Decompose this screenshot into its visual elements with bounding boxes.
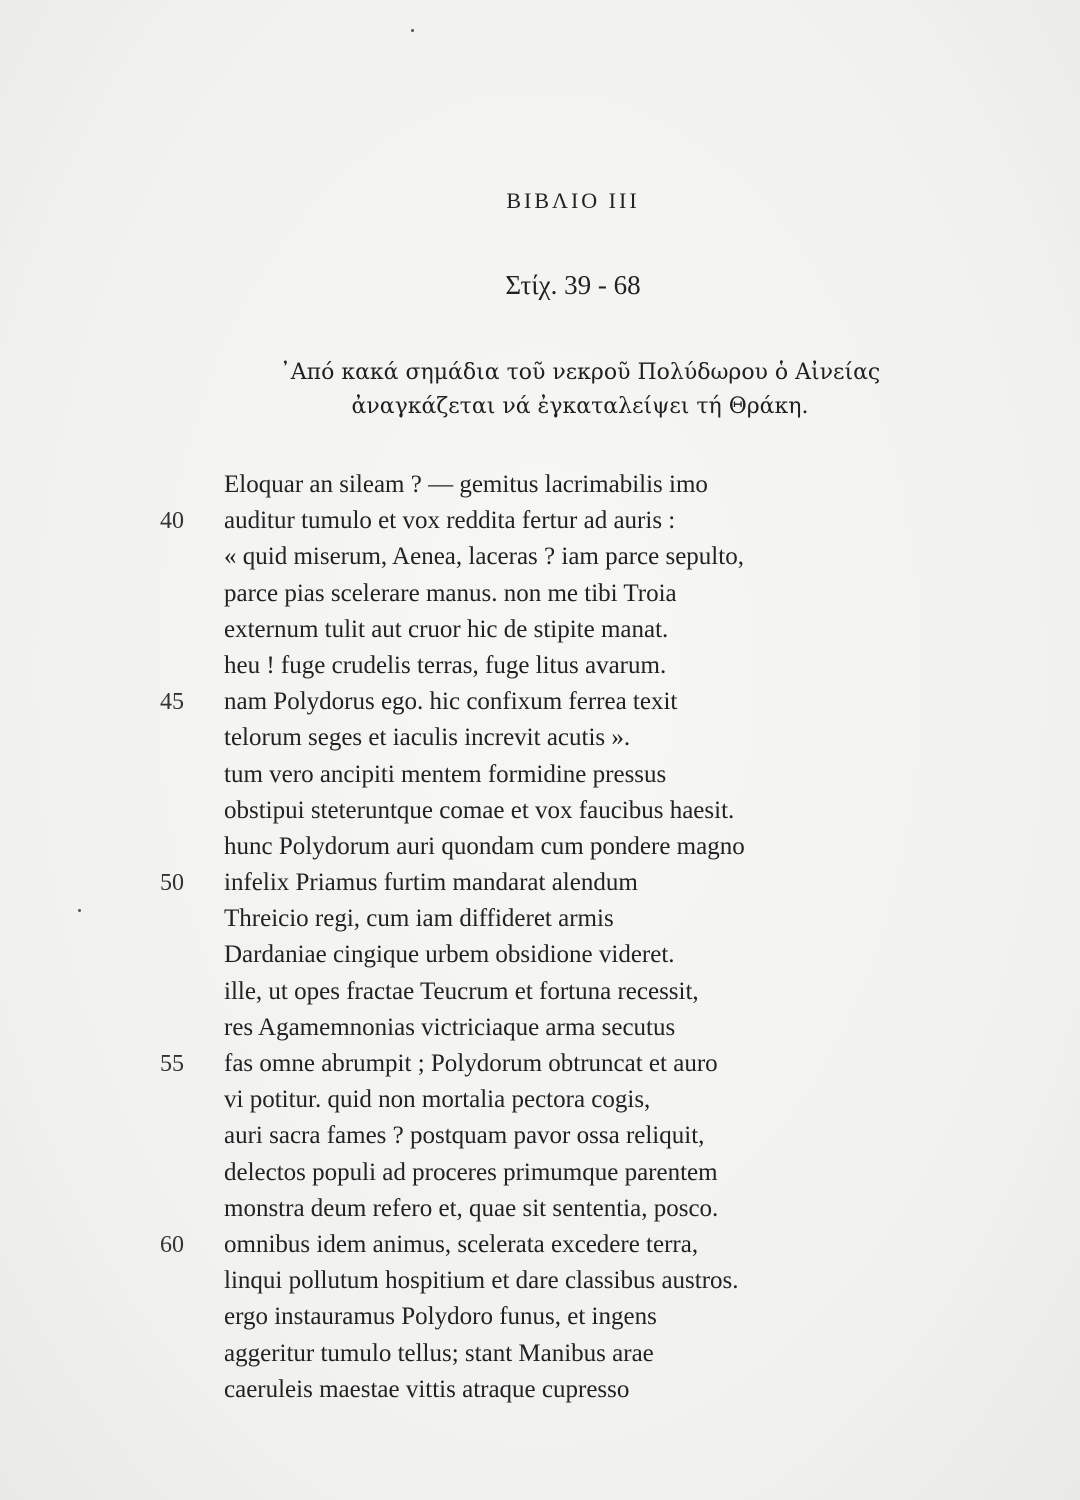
verse-line (160, 1372, 960, 1408)
verse-line (160, 720, 960, 756)
verse-text: res Agamemnonias victriciaque arma secutus (224, 1013, 676, 1041)
verse-line (160, 1046, 960, 1082)
verse-line (160, 1263, 960, 1299)
verse-line (160, 503, 960, 539)
verse-text: externum tulit aut cruor hic de stipite manat. (224, 615, 669, 643)
verse-text: « quid miserum, Aenea, laceras ? iam parce sepulto, (224, 543, 744, 571)
verse-text: nam Polydorus ego. hic confixum ferrea texit (224, 688, 678, 716)
summary-line: ἀναγκάζεται νά ἐγκαταλείψει τή Θράκη. (351, 394, 809, 419)
verse-text: omnibus idem animus, scelerata excedere terra, (224, 1230, 699, 1258)
verse-line (160, 901, 960, 937)
verse-text: hunc Polydorum auri quondam cum pondere magno (224, 832, 745, 860)
verse-line (160, 974, 960, 1010)
verse-line (160, 937, 960, 973)
verse-text: Dardaniae cingique urbem obsidione videret. (224, 941, 675, 969)
verse-text: auri sacra fames ? postquam pavor ossa reliquit, (224, 1122, 705, 1150)
line-number: 60 (160, 1231, 184, 1258)
verse-line (160, 1155, 960, 1191)
verse-line (160, 1191, 960, 1227)
verse-text: ille, ut opes fractae Teucrum et fortuna recessit, (224, 977, 699, 1005)
verse-text: Threicio regi, cum iam diffideret armis (224, 905, 614, 933)
verse-text: heu ! fuge crudelis terras, fuge litus avarum. (224, 651, 667, 679)
verse-line (160, 467, 960, 503)
verse-text: parce pias scelerare manus. non me tibi Troia (224, 579, 677, 607)
verse-text: linqui pollutum hospitium et dare classibus austros. (224, 1267, 739, 1295)
verse-text: caeruleis maestae vittis atraque cupresso (224, 1375, 630, 1403)
verse-range: Στίχ. 39 - 68 (505, 270, 641, 300)
verse-text: vi potitur. quid non mortalia pectora cogis, (224, 1086, 651, 1114)
verse-text: Eloquar an sileam ? — gemitus lacrimabilis imo (224, 471, 708, 498)
ink-speck (78, 909, 81, 912)
verse-line (160, 1336, 960, 1372)
line-number: 45 (160, 689, 184, 716)
verse-line (160, 684, 960, 720)
line-number: 55 (160, 1051, 184, 1077)
verse-line (160, 1010, 960, 1046)
verse-line (160, 1082, 960, 1118)
verse-line (160, 576, 960, 612)
verse-line (160, 757, 960, 793)
verse-line (160, 1227, 960, 1263)
verse-text: ergo instauramus Polydoro funus, et ingens (224, 1303, 657, 1331)
book-header: ΒΙΒΛΙΟ ΙΙΙ (506, 188, 640, 213)
verse-line (160, 539, 960, 575)
verse-text: obstipui steteruntque comae et vox faucibus haesit. (224, 796, 735, 824)
verse-line (160, 793, 960, 829)
verse-text: telorum seges et iaculis increvit acutis ». (224, 724, 631, 752)
verse-text: infelix Priamus furtim mandarat alendum (224, 869, 638, 897)
verse-line (160, 612, 960, 648)
verse-text: tum vero ancipiti mentem formidine pressus (224, 760, 667, 788)
verse-line (160, 865, 960, 901)
poem-text (160, 467, 960, 1408)
line-number: 40 (160, 508, 184, 535)
verse-text: delectos populi ad proceres primumque parentem (224, 1158, 718, 1186)
summary-block (0, 356, 1080, 424)
verse-text: aggeritur tumulo tellus; stant Manibus arae (224, 1339, 654, 1367)
verse-text: auditur tumulo et vox reddita fertur ad auris : (224, 507, 676, 535)
verse-line (160, 648, 960, 684)
verse-line (160, 1299, 960, 1335)
verse-text: fas omne abrumpit ; Polydorum obtruncat et auro (224, 1050, 718, 1077)
verse-text: monstra deum refero et, quae sit sententia, posco. (224, 1194, 719, 1222)
line-number: 50 (160, 870, 184, 897)
summary-line: ᾿Από κακά σημάδια τοῦ νεκροῦ Πολύδωρου ὁ Αἰνείας (279, 360, 881, 385)
verse-line (160, 1118, 960, 1154)
verse-line (160, 829, 960, 865)
ink-speck (411, 29, 414, 32)
